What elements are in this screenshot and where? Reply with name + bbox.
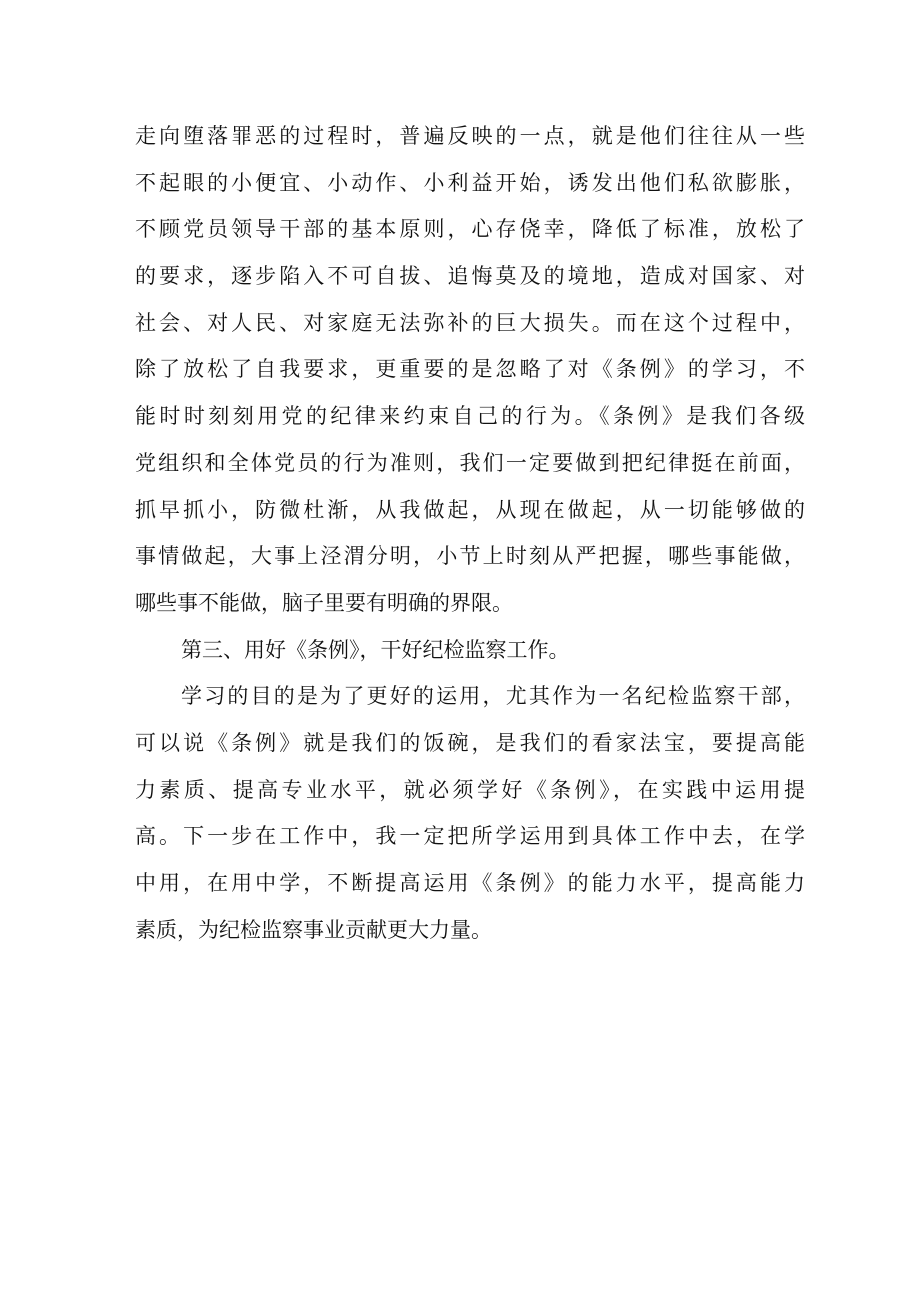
paragraph-line: 不起眼的小便宜、小动作、小利益开始，诱发出他们私欲膨胀，	[135, 170, 805, 195]
document-body	[135, 113, 805, 953]
paragraph-line: 力素质、提高专业水平，就必须学好《条例》，在实践中运用提	[135, 777, 805, 802]
paragraph-line: 事情做起，大事上泾渭分明，小节上时刻从严把握，哪些事能做，	[135, 544, 805, 569]
paragraph-line: 能时时刻刻用党的纪律来约束自己的行为。《条例》是我们各级	[135, 404, 805, 429]
paragraph-line: 走向堕落罪恶的过程时，普遍反映的一点，就是他们往往从一些	[135, 124, 805, 148]
paragraph-line: 抓早抓小，防微杜渐，从我做起，从现在做起，从一切能够做的	[135, 497, 805, 522]
paragraph-line: 可以说《条例》就是我们的饭碗，是我们的看家法宝，要提高能	[135, 730, 805, 755]
section-heading: 第三、用好《条例》，干好纪检监察工作。	[181, 637, 570, 662]
paragraph-line: 中用，在用中学，不断提高运用《条例》的能力水平，提高能力	[135, 871, 805, 895]
paragraph-line: 社会、对人民、对家庭无法弥补的巨大损失。而在这个过程中，	[135, 310, 805, 335]
paragraph-line: 高。下一步在工作中，我一定把所学运用到具体工作中去，在学	[135, 824, 805, 849]
paragraph-line: 不顾党员领导干部的基本原则，心存侥幸，降低了标准，放松了	[135, 217, 805, 242]
paragraph-line: 哪些事不能做，脑子里要有明确的界限。	[135, 590, 513, 615]
paragraph-line: 的要求，逐步陷入不可自拔、追悔莫及的境地，造成对国家、对	[135, 264, 805, 289]
paragraph-line: 学习的目的是为了更好的运用，尤其作为一名纪检监察干部，	[181, 684, 805, 709]
paragraph-line: 党组织和全体党员的行为准则，我们一定要做到把纪律挺在前面，	[135, 450, 805, 475]
paragraph-line: 除了放松了自我要求，更重要的是忽略了对《条例》的学习，不	[135, 357, 805, 382]
paragraph-line: 素质，为纪检监察事业贡献更大力量。	[135, 917, 492, 942]
